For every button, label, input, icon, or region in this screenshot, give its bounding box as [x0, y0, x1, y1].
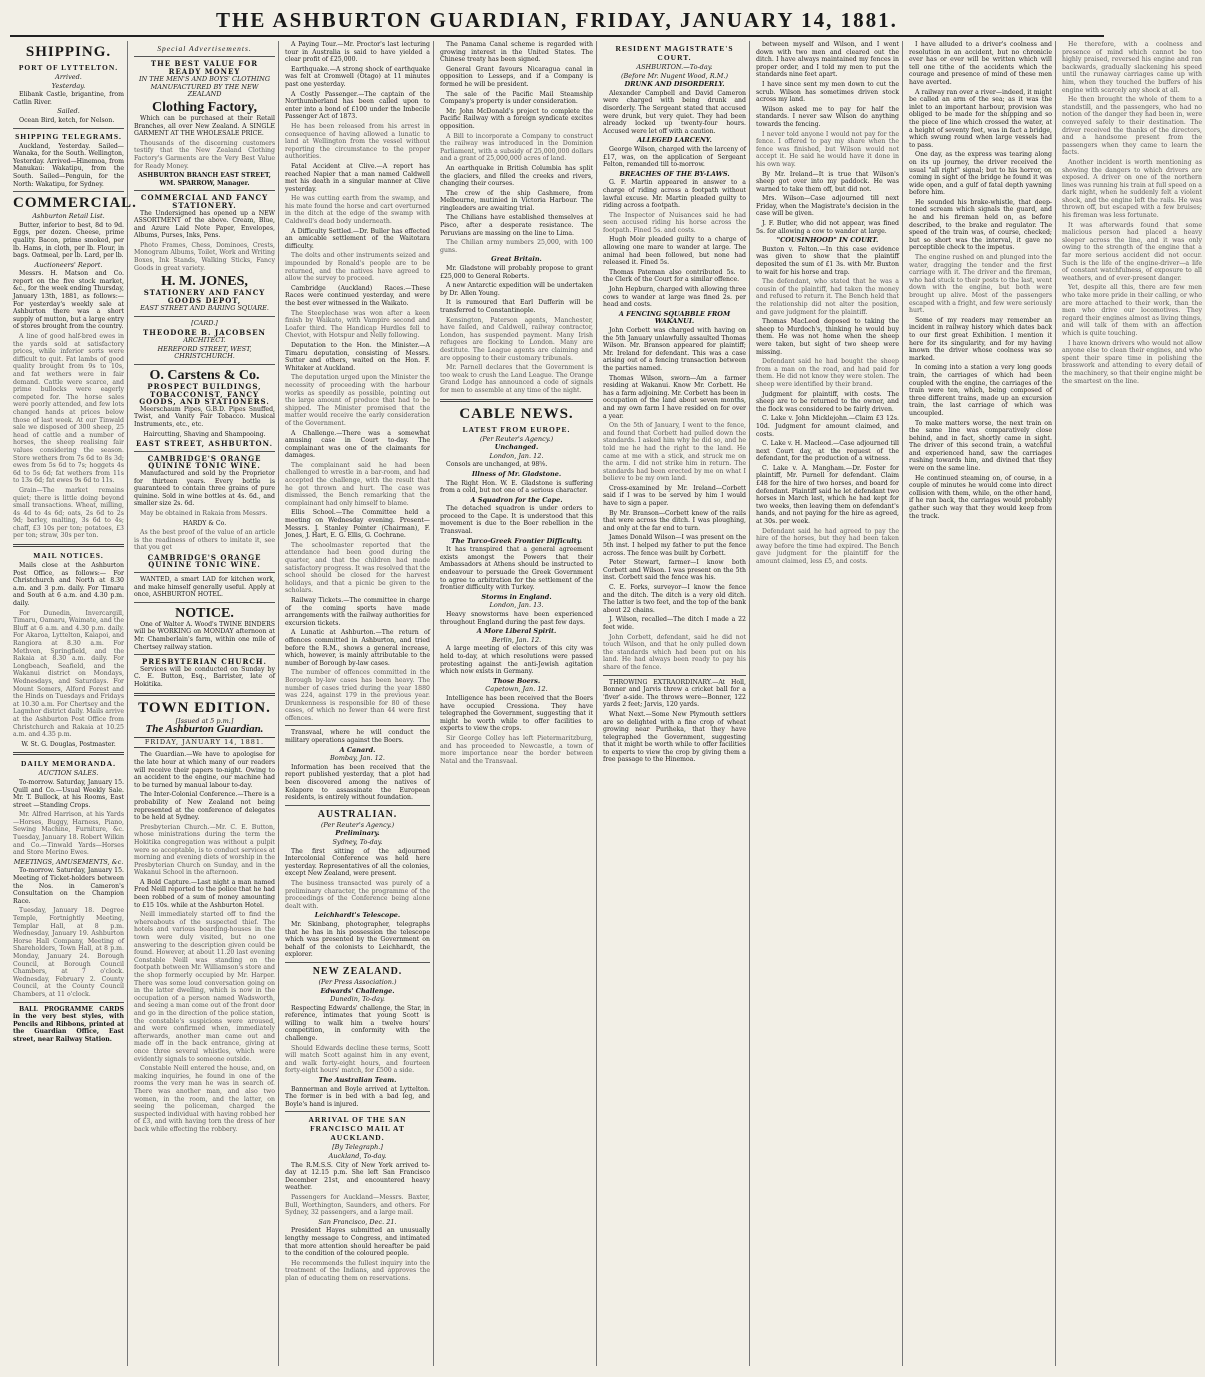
fatal-accident: Fatal Accident at Clive.—A report has reached Napier that a man named Caldwell met his death in a singular manner at Clive yesterday. — [285, 162, 430, 193]
court-magistrate: (Before Mr. Nugent Wood, R.M.) — [620, 71, 728, 80]
column-3: A Paying Tour.—Mr. Proctor's last lecturing tour in Australia is said to have yielded a clear profit of £25,000. Earthquake.—A strong shock of earthquake was felt at Cromwell (Otago) at 11 minutes past one yesterday. A Costly Passenger.—The captain of the Northumberland has been called upon to enter into a bond of £100 under the Imbecile Passenger Act of 1873. He has been released from his arrest in consequence of having allowed a lunatic to land at Wellington from the vessel without reporting the circumstance to the proper authorities. Fatal Accident at Clive.—A report has reached Napier that a man named Caldwell met his death in a singular manner at Clive yesterday. He was cutting earth from the swamp, and his mate found the horse and cart overturned in the ditch at the edge of the swamp with Caldwell's dead body underneath. A Difficulty Settled.—Dr. Buller has effected an amicable settlement of the Waitotara difficulty. The dolts and other instruments seized and impounded by Ronald's people are to be returned, and the natives have agreed to allow the survey to proceed. Cambridge (Auckland) Races.—These Races were continued yesterday, and were the best ever witnessed in the Waikato. The Steeplechase was won after a keen finish by Waikato, with Vampire second and Loafer third. The Handicap Hurdles fell to Cheviot, with Hotspur and Nelly following. Deputation to the Hon. the Minister.—A Timaru deputation, consisting of Messrs. Sutter and others, waited on the Hon. F. Whitaker at Auckland. The deputation urged upon the Minister the necessity of proceeding with the harbour works as speedily as possible, pointing out the large amount of produce that had to be shipped. The Minister promised that the matter would receive the early consideration of the Government. A Challenge.—There was a somewhat amusing case in Court to-day. The complainant was one of the claimants for damages. The complainant said he had been challenged to wrestle in a bar-room, and had accepted the challenge, with the result that he got thrown and hurt. The case was dismissed, the Bench remarking that the complainant had only himself to blame. Ellis School.—The Committee held a meeting on Wednesday evening. Present—Messrs. J. Stanley Pointer (Chairman), F. Jones, J. Hart, E. G. Ellis, G. Cochrane. The schoolmaster reported that the attendance had been good during the quarter, and that the children had made satisfactory progress. It was resolved that the school should be closed for the harvest holidays, and that a picnic be given to the scholars. Railway Tickets.—The committee in charge of the coming sports have made arrangements with the railway authorities for excursion tickets. A Lunatic at Ashburton.—The return of offences committed in Ashburton, and tried before the R.M., shows a general increase, which, however, is mainly attributable to the number of Borough by-law cases. The number of offences committed in the Borough by-law cases has been heavy. The number of cases tried during the year 1880 was 224, against 179 in the previous year. Drunkenness is responsible for 80 of these cases, of which no fewer than 44 were first offences. Transvaal, where he will conduct the military operations against the Boers. A Canard. Bombay, Jan. 12. Information has been received that the report published yesterday, that a plot had been discovered among the natives of Kolapore to assassinate the European residents, is entirely without foundation. AUSTRALIAN. (Per Reuter's Agency.) Preliminary. Sydney, To-day. The first sitting of the adjourned Intercolonial Conference was held here yesterday. Representatives of all the colonies, except New Zealand, were present. The business transacted was purely of a preliminary character, the programme of the proceedings of the Conference being alone dealt with. Leichhardt's Telescope. Mr. Skinbang, photographer, telegraphs that he has in his possession the telescope which was presented by the Government on behalf of the colonists to Leichhardt, the explorer. NEW ZEALAND. (Per Press Association.) Edwards' Challenge. Dunedin, To-day. Respecting Edwards' challenge, the Star, in reference, intimates that young Scott is willing to walk him a twelve hours' competition, in conformity with the challenge. Should Edwards decline these terms, Scott will match Scott against him in any event, and walk forty-eight hours, and fourteen forty-eight hours' match, for £500 a side. The Australian Team. Bannerman and Boyle arrived at Lyttelton. The former is in bed with a bad leg, and Boyle's hand is injured. ARRIVAL OF THE SAN FRANCISCO MAIL AT AUCKLAND. [By Telegraph.] Auckland, To-day. The R.M.S.S. City of New York arrived to-day at 12.15 p.m. She left San Francisco December 21st, and encountered heavy weather. Passengers for Auckland—Messrs. Baxter, Bull, Worthington, Saunders, and others. For Sydney, 32 passengers, and a large mail. San Francisco, Dec. 21. President Hayes submitted an unusually lengthy message to Congress, and intimated that more attention should hereafter be paid to the condition of the coloured people. He recommends the fullest inquiry into the treatment of the Indians, and approves the plan of educating them on reservations. — [282, 41, 434, 1366]
divider — [285, 962, 430, 963]
pacific-railway-note: Mr. John McDonald's project to complete the Pacific Railway with a foreign syndicate excites opposition. — [440, 107, 593, 130]
divider — [285, 805, 430, 806]
stewart-evidence: Peter Stewart, farmer—I know both Corbett and Wilson. I was present on the 5th inst. Corbett said the fence was his. — [603, 559, 746, 582]
corbett-evidence-2: I have since sent my men down to cut the scrub. Wilson has sometimes driven stock across my land. — [756, 80, 899, 104]
lake-macleod: C. Lake v. H. Macleod.—Case adjourned till next Court day, at the request of the defendant, for the production of a witness. — [756, 440, 899, 463]
sailed-heading: Sailed. — [57, 107, 80, 116]
presbyterian-text: Services will be conducted on Sunday by C. E. Button, Esq., Barrister, late of Hokitika. — [134, 665, 275, 688]
notice-text: One of Walter A. Wood's TWINE BINDERS will be WORKING on MONDAY afternoon at Mr. Chamberlain's farm, within one mile of Chertsey railway station. — [134, 620, 275, 651]
ireland-examination: By Mr. Ireland—It is true that Wilson's sheep got over into my paddock. He was warned to take them off, but did not. — [756, 170, 899, 193]
great-britain-text: Mr. Gladstone will probably propose to grant £25,000 to General Roberts. — [440, 265, 593, 280]
mail-text: Mails close at the Ashburton Post Office, as follows:— For Christchurch and North at 8.30 a.m. and 3 p.m. daily. For Timaru and South at 6 a.m. and 4.30 p.m. daily. — [13, 562, 124, 608]
telegrams-text: Auckland, Yesterday. Sailed—Wanaka, for the South. Wellington, Yesterday. Arrived—Hinemoa, from Manukau: Wakatipu, from the South. Sailed—Penguin, for the North: Wakatipu, for Sydney. — [13, 142, 124, 188]
sailed-text: Ocean Bird, ketch, for Nelson. — [19, 116, 115, 124]
carstens-sub: PROSPECT BUILDINGS, TOBACCONIST, FANCY GOODS, AND STATIONERS. — [139, 382, 270, 407]
carstens-text: Meerschaum Pipes, G.B.D. Pipes Snuffed, Twist, and Vanity Fair Tobacco. Musical Instruments, etc., etc. — [134, 405, 275, 428]
jacobsen-address: HEREFORD STREET, WEST, CHRISTCHURCH. — [157, 344, 252, 361]
issue-date: FRIDAY, JANUARY 14, 1881. — [134, 737, 275, 749]
guardian-title: The Ashburton Guardian. — [145, 723, 264, 736]
divider — [13, 191, 124, 192]
gladstone-text: The Right Hon. W. E. Gladstone is suffering from a cold, but not one of a serious character. — [440, 479, 593, 495]
pacific-mail-note: The sale of the Pacific Mail Steamship Company's property is under consideration. — [440, 90, 593, 106]
what-next-note: What Next.—Some New Plymouth settlers are so delighted with a fine crop of wheat growing near Puriheka, that they have telegraphed the Government, suggesting that it might be worth while to offer facilities to experts to view the crop by giving them a free passage to the Hinemoa. — [603, 710, 746, 764]
court-dateline: ASHBURTON.—To-day. — [636, 63, 713, 71]
column-4: The Panama Canal scheme is regarded with growing interest in the United States. The Chinese treaty has been signed. General Grant favours Nicaragua canal in opposition to Lesseps, and if a Company is formed he will be president. The sale of the Pacific Mail Steamship Company's property is under consideration. Mr. John McDonald's project to complete the Pacific Railway with a foreign syndicate excites opposition. A Bill to incorporate a Company to construct the railway was introduced in the Dominion Parliament, with a subsidy of 25,000,000 dollars and a grant of 25,000,000 acres of land. An earthquake in British Columbia has split the glaciers, and filled the creeks and rivers, changing their courses. The crew of the ship Cashmere, from Melbourne, mutinied in Victoria Harbour. The ringleaders are awaiting trial. The Chilians have established themselves at Pisco, after a desperate resistance. The Peruvians are massing on the line to Lima. The Chilian army numbers 25,000, with 100 guns. Great Britain. Mr. Gladstone will probably propose to grant £25,000 to General Roberts. A new Antarctic expedition will be undertaken by Dr. Allen Young. It is rumoured that Earl Dufferin will be transferred to Constantinople. Kensington, Paterson agents, Manchester, have failed, and Caldwell, railway contractor, London, has suspended payment. Many Irish refugees are flocking to London. Many are destitute. The League agents are claiming and are opposing to their customary tribunals. Mr. Parnell declares that the Government is too weak to crush the Land League. The Orange Grand Lodge has announced a code of signals for men to assemble at any time of the night. CABLE NEWS. LATEST FROM EUROPE. (Per Reuter's Agency.) Unchanged. London, Jan. 12. Consols are unchanged, at 98⅝. Illness of Mr. Gladstone. The Right Hon. W. E. Gladstone is suffering from a cold, but not one of a serious character. A Squadron for the Cape. The detached squadron is under orders to proceed to the Cape. It is understood that this movement is due to the Boer rebellion in the Transvaal. The Turco-Greek Frontier Difficulty. It has transpired that a general agreement exists amongst the Powers that their Ambassadors at Athens should be instructed to endeavour to persuade the Greek Government to agree to arbitration for the settlement of the frontier difficulty with Turkey. Storms in England. London, Jan. 13. Heavy snowstorms have been experienced throughout England during the past few days. A More Liberal Spirit. Berlin, Jan. 12. A large meeting of electors of this city was held to-day, at which resolutions were passed protesting against the anti-Jewish agitation which now exists in Germany. Those Boers. Capetown, Jan. 12. Intelligence has been received that the Boers have occupied Cressiona. They have telegraphed the Government, suggesting that it might be worth while to offer facilities to experts to view the crops. Sir George Colley has left Pietermaritzburg, and has proceeded to Newcastle, a town of more importance near the border between Natal and the Transvaal. — [437, 41, 597, 1366]
jacobsen-name: THEODORE B. JACOBSEN — [143, 327, 266, 337]
memoranda-heading: DAILY MEMORANDA. — [20, 759, 117, 769]
hardy-name: HARDY & Co. — [182, 519, 227, 527]
boers-text: Intelligence has been received that the Boers have occupied Cressiona. They have telegraphed the Government, suggesting that it might be worth while to offer facilities to experts to view the crops. — [440, 694, 593, 733]
arrival-heading: ARRIVAL OF THE SAN FRANCISCO MAIL AT AUCKLAND. — [308, 1115, 407, 1143]
shipping-heading: SHIPPING. — [25, 44, 112, 60]
architect-label: ARCHITECT. — [183, 336, 226, 345]
cousinhood-text: Buxton v. Felton.—In this case evidence was given to show that the plaintiff deposited the sum of £1 3s. with Mr. Buxton to wait for his horse and trap. — [756, 245, 899, 276]
forks-evidence: C. E. Forks, surveyor—I know the fence and the ditch. The ditch is a very old ditch. The latter is two feet, and the top of the bank about 22 chains. — [603, 584, 746, 614]
moir-case: Hugh Moir pleaded guilty to a charge of allowing one mare to wander at large. The animal had been followed, but none had released it. Fined 5s. — [603, 236, 746, 267]
quinine-heading: CAMBRIDGE'S ORANGE QUININE TONIC WINE. — [147, 453, 262, 471]
notice-heading: NOTICE. — [175, 605, 234, 621]
ellis-school: Ellis School.—The Committee held a meeting on Wednesday evening. Present—Messrs. J. Stanley Pointer (Chairman), F. Jones, J. Hart, E. G. Ellis, G. Cochrane. — [285, 509, 430, 540]
fencing-text: John Corbett was charged with having on the 5th January unlawfully assaulted Thomas Wilson. Mr. Branson appeared for plaintiff; Mr. Ireland for defendant. This was a case arising out of a fencing transaction between the parties named. — [603, 327, 746, 372]
best-value-ad: THE BEST VALUE FOR READY MONEY — [150, 59, 259, 76]
quinine-heading-2: CAMBRIDGE'S ORANGE QUININE TONIC WINE. — [147, 552, 262, 570]
press-association: (Per Press Association.) — [318, 977, 397, 986]
clothing-sub: IN THE MEN'S AND BOYS' CLOTHING MANUFACTURED BY THE NEW ZEALAND — [138, 75, 271, 99]
retail-heading: Ashburton Retail List. — [32, 212, 105, 221]
newspaper-page — [10, 5, 1202, 1367]
sf-text: President Hayes submitted an unusually lengthy message to Congress, and intimated that more attention should hereafter be paid to the condition of the coloured people. — [285, 1227, 430, 1258]
drunk-heading: DRUNK AND DISORDERLY. — [624, 80, 725, 89]
reuter-agency: (Per Reuter's Agency.) — [479, 434, 554, 443]
chilians-note: The Chilians have established themselves at Pisco, after a desperate resistance. The Peruvians are massing on the line to Lima. — [440, 214, 593, 237]
wilson-remark: Wilson asked me to pay for half the standards. I never saw Wilson do anything towards the fencing. — [756, 105, 899, 128]
arrived-dateline: Yesterday. — [51, 81, 86, 90]
grant-note: General Grant favours Nicaragua canal in opposition to Lesseps, and if a Company is formed he will be president. — [440, 65, 593, 88]
dufferin-note: It is rumoured that Earl Dufferin will be transferred to Constantinople. — [440, 299, 593, 314]
dunedin-dateline: Dunedin, To-day. — [330, 995, 385, 1004]
ashburton-branch: ASHBURTON BRANCH EAST STREET, WM. SPARROW, Manager. — [138, 172, 271, 187]
wilson-evidence: Thomas Wilson, sworn—Am a farmer residing at Wakanui. Know Mr. Corbett. He has a farm adjoining. Mr. Corbett has been in occupation of the land about seven months, and my own farm I have resided on for over a year. — [603, 374, 746, 420]
divider — [603, 675, 746, 676]
divider — [440, 399, 593, 402]
hepburn-case: John Hepburn, charged with allowing three cows to wander at large was fined 2s. per head and costs. — [603, 286, 746, 309]
sf-dateline: San Francisco, Dec. 21. — [318, 1217, 397, 1226]
second-train: To make matters worse, the next train on the same line was comparatively close behind, and in fact, shortly came in sight. The driver of this second train, a watchful and experienced hand, saw the carriages rushing towards him, and divined that they were on the same line. — [909, 419, 1052, 473]
latest-europe-heading: LATEST FROM EUROPE. — [462, 424, 571, 434]
auckland-dateline: Auckland, To-day. — [328, 1152, 387, 1160]
ball-cards-ad: BALL PROGRAMME CARDS in the very best styles, with Pencils and Ribbons, printed at the Guardian Office, East street, near Railway Station. — [13, 1005, 124, 1043]
consols-text: Consols are unchanged, at 98⅝. — [446, 461, 548, 469]
london-dateline-1: London, Jan. 12. — [489, 451, 544, 460]
panama-note: The Panama Canal scheme is regarded with growing interest in the United States. The Chinese treaty has been signed. — [440, 41, 593, 64]
wilson-recalled: J. Wilson, recalled—The ditch I made a 22 feet wide. — [603, 616, 746, 631]
larceny-text: George Wilson, charged with the larceny of £17, was, on the application of Sergeant Felton, remanded till to-morrow. — [603, 145, 746, 169]
divider — [13, 1002, 124, 1003]
meetings-text: To-morrow. Saturday, January 15. Meeting of Ticket-holders between the Nos. in Cameron's Consultation on the Champion Race. — [13, 867, 124, 905]
divider — [134, 693, 275, 696]
column-7: I have alluded to a driver's coolness and resolution in an accident, but no chronicle ever has or ever will be written which will tell one tithe of the accidents which the courage and presence of mind of these men have averted. A railway ran over a river—indeed, it might be called an arm of the sea; as it was the inlet to an important harbour, provision was obliged to be made for the shipping and so the piece of line which crossed the water, at a height of seventy feet, was in fact a bridge, which swung round when large vessels had to pass. One day, as the express was tearing along on its up journey, the driver received the usual "all right" signal; but to his horror, on coming in sight of the bridge he found it was wide open, and a gulf of fatal depth yawning before him. He sounded his brake-whistle, that deep-toned scream which signals the guard, and he and his fireman held on, as before described, to the brake and regulator. The speed of the train was, of course, checked; but so short was the interval, it gave no perceptible check to the impetus. The engine rushed on and plunged into the water, dragging the tender and the first carriage with it. The driver and the fireman, who had stuck to their posts to the last, went down with the engine, but both were brought up alive. Most of the passengers escaped with a fright, and few were seriously hurt. Some of my readers may remember an incident in railway history which dates back to our first great Exhibition. I mention it here for its singularity, and for my having known the driver whose coolness was so marked. In coming into a station a very long goods train, the carriages of which had been coupled with the engine, the carriages of the train were ten, which, being composed of three different trains, made up an excursion train, the last carriage of which was uncoupled. To make matters worse, the next train on the same line was comparatively close behind, and in fact, shortly came in sight. The driver of this second train, a watchful and experienced hand, saw the carriages rushing towards him, and divined that they were on the same line. He continued steaming on, of course, in a couple of minutes he would come into direct collision with them, while, on the other hand, if he ran back, the carriages would probably gather such way that they would keep from the track. — [906, 41, 1056, 1366]
cable-news-heading: CABLE NEWS. — [459, 405, 574, 422]
canard-dateline: Bombay, Jan. 12. — [330, 754, 385, 763]
divider — [134, 316, 275, 317]
wanted-ad: WANTED, a smart LAD for kitchen work, and make himself generally useful. Apply at once, ASHBURTON HOTEL. — [134, 576, 275, 599]
jones-sub: STATIONERY AND FANCY GOODS DEPOT, — [143, 288, 266, 305]
driver-horror: One day, as the express was tearing along on its up journey, the driver received the usual "all right" signal; but to his horror, on coming in sight of the bridge he found it was wide open, and a gulf of fatal depth yawning before him. — [909, 151, 1052, 197]
lunatic-note: A Lunatic at Ashburton.—The return of offences committed in Ashburton, and tried before the R.M., shows a general increase, which, however, is mainly attributable to the number of Borough by-law cases. — [285, 629, 430, 667]
divider — [13, 752, 124, 755]
corbett-evidence: between myself and Wilson, and I went down with two men and cleared out the ditch. I have always maintained my fences in proper order, and I told my men to put the standards nine feet apart. — [756, 41, 899, 79]
unchanged-heading: Unchanged. — [494, 443, 539, 452]
east-street-label: EAST STREET, ASHBURTON. — [135, 439, 274, 449]
bc-earthquake-note: An earthquake in British Columbia has split the glaciers, and filled the creeks and rivers, changing their courses. — [440, 164, 593, 188]
cousinhood-heading: "COUSINHOOD" IN COURT. — [776, 236, 879, 245]
berlin-dateline: Berlin, Jan. 12. — [491, 635, 542, 644]
divider — [134, 451, 275, 452]
bylaws-text: G. F. Martin appeared in answer to a charge of riding across a footpath without lawful excuse. Mr. Martin pleaded guilty to riding across a footpath. — [603, 179, 746, 210]
drunk-text: Alexander Campbell and David Cameron were charged with being drunk and disorderly. The Sergeant stated that accused were drunk, but very quiet. They had been already locked up twenty-four hours. Accused were let off with a caution. — [603, 89, 746, 135]
liberal-text: A large meeting of electors of this city was held to-day, at which resolutions were passed protesting against the anti-Jewish agitation which now exists in Germany. — [440, 645, 593, 676]
special-ads-heading: Special Advertisements. — [157, 44, 252, 53]
challenge-note: A Challenge.—There was a somewhat amusing case in Court to-day. The complainant was one of the claimants for damages. — [285, 429, 430, 460]
column-8: He therefore, with a coolness and presence of mind which cannot be too highly praised, reversed his engine and ran backwards, gradually slackening his speed until the runaway carriages came up with him, when they touched the buffers of his engine with scarcely any shock at all. He then brought the whole of them to a standstill, and the passengers, who had no notion of the danger they had been in, were conveyed safely to their destination. The driver received the thanks of the directors, and a handsome present from the passengers when they came to learn the facts. Another incident is worth mentioning as showing the dangers to which drivers are exposed. A driver on one of the northern lines was running his train at full speed on a dark night, when he suddenly felt a violent shock, and the engine left the rails. He was thrown off, but escaped with a few bruises; his fireman was less fortunate. It was afterwards found that some malicious person had placed a heavy sleeper across the line, and it was only owing to the strength of the engine that a far more serious accident did not occur. Such is the life of the engine-driver—a life of constant watchfulness, of exposure to all weathers, and of ever-present danger. Yet, despite all this, there are few men who take more pride in their calling, or who are more attached to their work, than the men who drive our locomotives. They regard their engines almost as living things, and will talk of them with an affection which is quite touching. I have known drivers who would not allow anyone else to clean their engines, and who spent their spare time in polishing the brasswork and attending to every detail of the machinery, so that their engine might be the smartest on the line. — [1062, 41, 1202, 385]
mail-arrival-text: The R.M.S.S. City of New York arrived to-day at 12.15 p.m. She left San Francisco December 21st, and encountered heavy weather. — [285, 1161, 430, 1192]
divider — [13, 544, 124, 547]
storms-heading: Storms in England. — [481, 592, 552, 601]
butler-case: J. F. Butler, who did not appear, was fined 5s. for allowing a cow to wander at large. — [756, 220, 899, 235]
quinine-text: Manufactured and sold by the Proprietor for thirteen years. Every bottle is guaranteed to contain three grains of pure quinine. Sold in wine bottles at 4s. 6d., and smaller size 2s. 6d. — [134, 469, 275, 508]
larceny-heading: ALLEGED LARCENY. — [637, 136, 712, 145]
auction-sales-heading: AUCTION SALES. — [38, 769, 99, 778]
capetown-dateline: Capetown, Jan. 12. — [485, 685, 548, 694]
arctic-note: A new Antarctic expedition will be undertaken by Dr. Allen Young. — [440, 282, 593, 297]
lake-micklejohn: C. Lake v. John Micklejohn.—Claim £3 12s. 10d. Judgment for amount claimed, and costs. — [756, 415, 899, 438]
stationery-text: The Undersigned has opened up a NEW ASSORTMENT of the above. Cream, Blue, and Azure Laid Note Paper, Envelopes, Albums, Purses, Inks, Pens. — [134, 209, 275, 240]
turco-greek-text: It has transpired that a general agreement exists amongst the Powers that their Ambassadors at Athens should be instructed to endeavour to persuade the Greek Government to agree to arbitration for the settlement of the frontier difficulty with Turkey. — [440, 546, 593, 592]
rm-court-heading: RESIDENT MAGISTRATE'S COURT. — [615, 44, 734, 62]
australian-team-text: Bannerman and Boyle arrived at Lyttelton. The former is in bed with a bad leg, and Boyle's hand is injured. — [285, 1085, 430, 1108]
gladstone-heading: Illness of Mr. Gladstone. — [471, 469, 562, 478]
arrived-text: Elibank Castle, brigantine, from Catlin River. — [13, 91, 124, 106]
divider — [134, 602, 275, 603]
railway-tickets: Railway Tickets.—The committee in charge of the coming sports have made arrangements with the railway authorities for excursion tickets. — [285, 596, 430, 627]
canard-heading: A Canard. — [339, 745, 376, 754]
sydney-dateline: Sydney, To-day. — [332, 838, 383, 846]
exhibition-incident: Some of my readers may remember an incident in railway history which dates back to our first great Exhibition. I mention it here for its singularity, and for my having known the driver whose coolness was so marked. — [909, 316, 1052, 362]
branson-examination: By Mr. Branson—Corbett knew of the rails that were across the ditch. I was ploughing, and only at the far end to turn. — [603, 509, 746, 532]
london-dateline-2: London, Jan. 13. — [489, 601, 544, 610]
arrived-heading: Arrived. — [55, 73, 82, 81]
great-britain-heading: Great Britain. — [491, 255, 542, 264]
throwing-note: THROWING EXTRAORDINARY.—At Holl, Bonner and Jarvis threw a cricket ball for a 'fiver' a-side. The throws were—Bonner, 122 yards 2 feet; Jarvis, 120 yards. — [603, 678, 746, 709]
liberal-heading: A More Liberal Spirit. — [476, 627, 557, 636]
jones-name: H. M. JONES, — [161, 274, 248, 290]
wilson-case-adjourned: Mrs. Wilson—Case adjourned till next Friday, when the Magistrate's decision in the case will be given. — [756, 195, 899, 218]
brake-whistle: He sounded his brake-whistle, that deep-toned scream which signals the guard, and he and his fireman held on, as before described, to the brake and regulator. The speed of the train was, of course, checked; but so short was the interval, it gave no perceptible check to the impetus. — [909, 198, 1052, 252]
divider — [134, 56, 275, 57]
auctioneers-heading: Auctioneers' Report. — [34, 260, 103, 269]
town-edition-heading: TOWN EDITION. — [138, 699, 271, 716]
divider — [13, 128, 124, 129]
macleod-evidence: Thomas MacLeod deposed to taking the sheep to Murdoch's, thinking he would buy them. He was not home when the sheep were taken, but sight of two sheep were missing. — [756, 318, 899, 356]
divider — [285, 1111, 430, 1112]
conference-note: The Inter-Colonial Conference.—There is a probability of New Zealand not being represented at the conference of delegates to be held at Sydney. — [134, 791, 275, 822]
commercial-stationery-heading: COMMERCIAL AND FANCY STATIONERY. — [140, 193, 269, 210]
driver-coolness: I have alluded to a driver's coolness and resolution in an accident, but no chronicle ever has or ever will be written which will tell one tithe of the accidents which the courage and presence of mind of these men have averted. — [909, 41, 1052, 86]
deputation-note: Deputation to the Hon. the Minister.—A Timaru deputation, consisting of Messrs. Sutter and others, waited on the Hon. F. Whitaker at Auckland. — [285, 341, 430, 372]
jones-address: EAST STREET AND BARING SQUARE. — [140, 304, 269, 313]
earthquake-note: Earthquake.—A strong shock of earthquake was felt at Cromwell (Otago) at 11 minutes past one yesterday. — [285, 65, 430, 88]
card-label: [CARD.] — [191, 319, 218, 328]
edwards-text: Respecting Edwards' challenge, the Star, in reference, intimates that young Scott is willing to walk him a twelve hours' competition, in conformity with the challenge. — [285, 1004, 430, 1043]
masthead-title: THE ASHBURTON GUARDIAN, FRIDAY, JANUARY 14, 1881. — [216, 7, 898, 32]
australian-team-heading: The Australian Team. — [318, 1076, 397, 1085]
edwards-heading: Edwards' Challenge. — [320, 986, 395, 995]
presbyterian-heading: PRESBYTERIAN CHURCH. — [142, 657, 267, 667]
clothing-factory-title: Clothing Factory, — [152, 99, 257, 115]
donald-evidence: James Donald Wilson—I was present on the 5th inst. I helped my father to put the fence across. The fence was built by Corbett. — [603, 534, 746, 557]
issued-note: [Issued at 5 p.m.] — [175, 716, 234, 725]
transvaal-note: Transvaal, where he will conduct the military operations against the Boers. — [285, 729, 430, 745]
divider — [134, 364, 275, 365]
hairdressing: Haircutting, Shaving and Shampooing. — [143, 430, 266, 438]
column-1: SHIPPING. PORT OF LYTTELTON. Arrived. Yesterday. Elibank Castle, brigantine, from Catlin River. Sailed. Ocean Bird, ketch, for Nelson. SHIPPING TELEGRAMS. Auckland, Yesterday. Sailed—Wanaka, for the South. Wellington, Yesterday. Arrived—Hinemoa, from Manukau: Wakatipu, from the South. Sailed—Penguin, for the North: Wakatipu, for Sydney. COMMERCIAL. Ashburton Retail List. Butter, inferior to best, 8d to 9d. Eggs, per dozen. Cheese, prime quality. Bacon, prime smoked, per lb. Hams, in cloth, per lb. Flour, in bags. Oatmeal, per lb. Lard, per lb. Auctioneers' Report. Messrs. H. Matson and Co. report on the five stock market, &c., for the week ending Thursday, January 13th, 1881, as follows:— For yesterday's weekly sale at Ashburton there was a short supply of mutton, but a large entry of stores brought from the country. A line of good half-bred ewes in the yards sold at satisfactory prices, while inferior sorts were difficult to quit. Fat lambs of good quality brought from 9s to 10s, and fat wethers were in fair demand. Cattle were scarce, and prime bullocks were eagerly competed for. The horse sales were poorly attended, and few lots changed hands at prices below those of last week. At our Tinwald sale we disposed of 300 sheep, 25 head of cattle and a number of horses, the sheep realising fair values considering the season. Store wethers from 7s 6d to 8s 3d; ewes from 5s 6d to 7s; hoggets 4s 6d to 5s 6d; fat wethers from 11s to 13s 6d; fat ewes 9s 6d to 11s. Grain—The market remains quiet; there is little doing beyond small transactions. Wheat, milling, 4s 4d to 4s 6d; oats, 2s 6d to 2s 9d; barley, malting, 3s 6d to 4s; chaff, £3 10s per ton; potatoes, £3 per ton; straw, 30s per ton. MAIL NOTICES. Mails close at the Ashburton Post Office, as follows:— For Christchurch and North at 8.30 a.m. and 3 p.m. daily. For Timaru and South at 6 a.m. and 4.30 p.m. daily. For Dunedin, Invercargill, Timaru, Oamaru, Waimate, and the Bluff at 6 a.m. and 4.30 p.m. daily. For Akaroa, Lyttelton, Kaiapoi, and Rangiora at 8.30 a.m. For Methven, Springfield, and the Rakaia at 8.30 a.m. daily. For Longbeach, Seafield, and the Wakanui district on Mondays, Wednesdays, and Saturdays. For Mount Somers, Alford Forest and the Hinds on Tuesdays and Fridays at 10.30 a.m. For Chertsey and the Lagmhor district daily. Mails arrive at the Ashburton Post Office from Christchurch and Rakaia at 10.25 a.m. and 4.35 p.m. W. St. G. Douglas, Postmaster. DAILY MEMORANDA. AUCTION SALES. To-morrow. Saturday, January 15. Quill and Co.—Usual Weekly Sale. Mr. T. Bullock, at his Rooms, East street —Standing Crops. Mr. Alfred Harrison, at his Yards—Horses, Buggy, Harness, Piano, Sewing Machine, Furniture, &c. Tuesday, January 18. Robert Wilkin and Co.—Tinwald Yards—Horses and Store Merino Ewes. MEETINGS, AMUSEMENTS, &c. To-morrow. Saturday, January 15. Meeting of Ticket-holders between the Nos. in Cameron's Consultation on the Champion Race. Tuesday, January 18. Degree Temple, Fortnightly Meeting, Templar Hall, at 8 p.m. Wednesday, January 19. Ashburton Horse Hall Company, Meeting of Shareholders, Town Hall, at 8 p.m. Monday, January 24. Borough Council, at Borough Council Chambers, at 7 o'clock. Wednesday, February 2. County Council, at the County Council Chambers, at 11 o'clock. BALL PROGRAMME CARDS in the very best styles, with Pencils and Ribbons, printed at the Guardian Office, East street, near Railway Station. — [10, 41, 128, 1366]
railway-bridge: A railway ran over a river—indeed, it might be called an arm of the sea; as it was the inlet to an important harbour, provision was obliged to be made for the shipping and so the piece of line which crossed the water, at a height of seventy feet, was in fact a bridge, which swung round when large vessels had to pass. — [909, 88, 1052, 149]
fencing-heading: A FENCING SQUABBLE FROM WAKANUI. — [618, 309, 731, 326]
auction-sales-text: To-morrow. Saturday, January 15. Quill and Co.—Usual Weekly Sale. Mr. T. Bullock, at his Rooms, East street —Standing Crops. — [13, 778, 124, 809]
new-zealand-heading: NEW ZEALAND. — [312, 965, 403, 977]
masthead — [10, 5, 1104, 37]
storms-text: Heavy snowstorms have been experienced throughout England during the past few days. — [440, 611, 593, 626]
judgment-note: Judgment for plaintiff, with costs. The sheep are to be returned to the owner, and the flock was considered to be fairly driven. — [756, 390, 899, 413]
steaming-on: He continued steaming on, of course, in a couple of minutes he would come into direct collision with them, while, on the other hand, if he ran back, the carriages would probably gather such way that they would keep from the track. — [909, 474, 1052, 520]
turco-greek-heading: The Turco-Greek Frontier Difficulty. — [450, 536, 583, 545]
column-5: RESIDENT MAGISTRATE'S COURT. ASHBURTON.—To-day. (Before Mr. Nugent Wood, R.M.) DRUNK AND DISORDERLY. Alexander Campbell and David Cameron were charged with being drunk and disorderly. The Sergeant stated that accused were drunk, but very quiet. They had been already locked up twenty-four hours. Accused were let off with a caution. ALLEGED LARCENY. George Wilson, charged with the larceny of £17, was, on the application of Sergeant Felton, remanded till to-morrow. BREACHES OF THE BY-LAWS. G. F. Martin appeared in answer to a charge of riding across a footpath without lawful excuse. Mr. Martin pleaded guilty to riding across a footpath. The Inspector of Nuisances said he had seen accused riding his horse across the footpath. Fined 5s. and costs. Hugh Moir pleaded guilty to a charge of allowing one mare to wander at large. The animal had been followed, but none had released it. Fined 5s. Thomas Pateman also contributed 5s. to the Clerk of the Court for a similar offence. John Hepburn, charged with allowing three cows to wander at large was fined 2s. per head and costs. A FENCING SQUABBLE FROM WAKANUI. John Corbett was charged with having on the 5th January unlawfully assaulted Thomas Wilson. Mr. Branson appeared for plaintiff; Mr. Ireland for defendant. This was a case arising out of a fencing transaction between the parties named. Thomas Wilson, sworn—Am a farmer residing at Wakanui. Know Mr. Corbett. He has a farm adjoining. Mr. Corbett has been in occupation of the land about seven months, and my own farm I have resided on for over a year. On the 5th of January, I went to the fence, and found that Corbett had pulled down the standards. I asked him why he did so, and he told me he had the right to the land. He came at me with a stick, and struck me on the arm. I did not strike him in return. The standards had been erected by me on what I believe to be my own land. Cross-examined by Mr. Ireland—Corbett said if I was to be served by him I would have to sign a paper. By Mr. Branson—Corbett knew of the rails that were across the ditch. I was ploughing, and only at the far end to turn. James Donald Wilson—I was present on the 5th inst. I helped my father to put the fence across. The fence was built by Corbett. Peter Stewart, farmer—I know both Corbett and Wilson. I was present on the 5th inst. Corbett said the fence was his. C. E. Forks, surveyor—I know the fence and the ditch. The ditch is a very old ditch. The latter is two feet, and the top of the bank about 22 chains. J. Wilson, recalled—The ditch I made a 22 feet wide. John Corbett, defendant, said he did not touch Wilson, and that he only pulled down the standards which had been put on his land. He had always been ready to pay his share of the fence. THROWING EXTRAORDINARY.—At Holl, Bonner and Jarvis threw a cricket ball for a 'fiver' a-side. The throws were—Bonner, 122 yards 2 feet; Jarvis, 120 yards. What Next.—Some New Plymouth settlers are so delighted with a fine crop of wheat growing near Puriheka, that they have telegraphed the Government, suggesting that it might be worth while to offer facilities to experts to view the crop by giving them a free passage to the Hinemoa. — [600, 41, 750, 1366]
telegrams-heading: SHIPPING TELEGRAMS. — [15, 131, 122, 141]
divider — [134, 572, 275, 573]
column-6: between myself and Wilson, and I went down with two men and cleared out the ditch. I have always maintained my fences in proper order, and I told my men to put the standards nine feet apart. I have since sent my men down to cut the scrub. Wilson has sometimes driven stock across my land. Wilson asked me to pay for half the standards. I never saw Wilson do anything towards the fencing. I never told anyone I would not pay for the fence. I offered to pay my share when the fence was finished, but Wilson would not accept it. He said he would have it done in his own way. By Mr. Ireland—It is true that Wilson's sheep got over into my paddock. He was warned to take them off, but did not. Mrs. Wilson—Case adjourned till next Friday, when the Magistrate's decision in the case will be given. J. F. Butler, who did not appear, was fined 5s. for allowing a cow to wander at large. "COUSINHOOD" IN COURT. Buxton v. Felton.—In this case evidence was given to show that the plaintiff deposited the sum of £1 3s. with Mr. Buxton to wait for his horse and trap. The defendant, who stated that he was a cousin of the plaintiff, had taken the money and refused to return it. The Bench held that the relationship did not alter the position, and gave judgment for the plaintiff. Thomas MacLeod deposed to taking the sheep to Murdoch's, thinking he would buy them. He was not home when the sheep were taken, but sight of two sheep were missing. Defendant said he had bought the sheep from a man on the road, and had paid for them. He did not know they were stolen. The sheep were identified by their brand. Judgment for plaintiff, with costs. The sheep are to be returned to the owner, and the flock was considered to be fairly driven. C. Lake v. John Micklejohn.—Claim £3 12s. 10d. Judgment for amount claimed, and costs. C. Lake v. H. Macleod.—Case adjourned till next Court day, at the request of the defendant, for the production of a witness. C. Lake v. A. Mangham.—Dr. Foster for plaintiff, Mr. Purnell for defendant. Claim £48 for the hire of two horses, and board for defendant. Plaintiff said he let defendant two horses in March last, which he had kept for two weeks, then leaving them on defendant's hands, and not paying for the hire as agreed, at 30s. per week. Defendant said he had agreed to pay the hire of the horses, but they had been taken away before the time had expired. The Bench gave judgment for the plaintiff for the amount claimed, less £5, and costs. — [753, 41, 903, 1366]
difficulty-settled: A Difficulty Settled.—Dr. Buller has effected an amicable settlement of the Waitotara difficulty. — [285, 227, 430, 250]
mail-heading: MAIL NOTICES. — [33, 551, 104, 561]
column-2: Special Advertisements. THE BEST VALUE FOR READY MONEY IN THE MEN'S AND BOYS' CLOTHING MANUFACTURED BY THE NEW ZEALAND Clothing Factory, Which can be purchased at their Retail Branches, all over New Zealand. A SINGLE GARMENT AT THE WHOLESALE PRICE. Thousands of the discerning customers testify that the New Zealand Clothing Factory's Garments are the Very Best Value for Ready Money. ASHBURTON BRANCH EAST STREET, WM. SPARROW, Manager. COMMERCIAL AND FANCY STATIONERY. The Undersigned has opened up a NEW ASSORTMENT of the above. Cream, Blue, and Azure Laid Note Paper, Envelopes, Albums, Purses, Inks, Pens. Photo Frames, Chess, Dominoes, Crests, Monogram Albums, Toilet, Work and Writing Boxes, Ink Stands, Walking Sticks, Fancy Goods in great variety. H. M. JONES, STATIONERY AND FANCY GOODS DEPOT, EAST STREET AND BARING SQUARE. [CARD.] THEODORE B. JACOBSEN ARCHITECT. HEREFORD STREET, WEST, CHRISTCHURCH. O. Carstens & Co. PROSPECT BUILDINGS, TOBACCONIST, FANCY GOODS, AND STATIONERS. Meerschaum Pipes, G.B.D. Pipes Snuffed, Twist, and Vanity Fair Tobacco. Musical Instruments, etc., etc. Haircutting, Shaving and Shampooing. EAST STREET, ASHBURTON. CAMBRIDGE'S ORANGE QUININE TONIC WINE. Manufactured and sold by the Proprietor for thirteen years. Every bottle is guaranteed to contain three grains of pure quinine. Sold in wine bottles at 4s. 6d., and smaller size 2s. 6d. May be obtained in Rakaia from Messrs. HARDY & Co. As the best proof of the value of an article is the readiness of others to imitate it, see that you get CAMBRIDGE'S ORANGE QUININE TONIC WINE. WANTED, a smart LAD for kitchen work, and make himself generally useful. Apply at once, ASHBURTON HOTEL. NOTICE. One of Walter A. Wood's TWINE BINDERS will be WORKING on MONDAY afternoon at Mr. Chamberlain's farm, within one mile of Chertsey railway station. PRESBYTERIAN CHURCH. Services will be conducted on Sunday by C. E. Button, Esq., Barrister, late of Hokitika. TOWN EDITION. [Issued at 5 p.m.] The Ashburton Guardian. FRIDAY, JANUARY 14, 1881. The Guardian.—We have to apologise for the late hour at which many of our readers will receive their papers to-night. Owing to an accident to the engine, our machine had to be turned by manual labour to-day. The Inter-Colonial Conference.—There is a probability of New Zealand not being represented at the conference of delegates to be held at Sydney. Presbyterian Church.—Mr. C. E. Button, whose ministrations during the term the Hokitika congregation was without a pulpit were so acceptable, is to conduct services at morning and evening diets of worship in the Presbyterian Church on Sunday, and in the Wakanui School in the afternoon. A Bold Capture.—Last night a man named Fred Neill reported to the police that he had been robbed of a sum of money amounting to £15 10s. while at the Ashburton Hotel. Neill immediately started off to find the whereabouts of the suspected thief. The hotels and various boarding-houses in the town were duly visited, but no one answering to the description given could be found. However, at about 11.20 last evening Constable Neill was standing on the footpath between Mr. Williamson's store and the shop formerly occupied by Mr. Harper. There was some loud conversation going on in the latter dwelling, which is now in the occupation of a person named Wadsworth, and seeing a man come out of the front door and go in the direction of the police station, the constable's suspicions were aroused, and were confirmed when, immediately afterwards, another man came out and made off in the back entrance, giving at once three several whistles, which were evidently signals to someone outside. Constable Neill entered the house, and, on making inquiries, he found in one of the rooms the very man he was in search of. There was another man, and also two women, in the room, and the latter, on seeing the policeman, charged the suspected individual with having robbed her of £3, and with having torn the dress of her back while effecting the robbery. — [131, 41, 279, 1366]
bylaws-heading: BREACHES OF THE BY-LAWS. — [619, 169, 730, 178]
divider — [134, 654, 275, 655]
australian-heading: AUSTRALIAN. — [317, 808, 398, 820]
costly-passenger: A Costly Passenger.—The captain of the Northumberland has been called upon to enter into a bond of £100 under the Imbecile Passenger Act of 1873. — [285, 90, 430, 121]
mutiny-note: The crew of the ship Cashmere, from Melbourne, mutinied in Victoria Harbour. The ringleaders are awaiting trial. — [440, 189, 593, 212]
carstens-name: O. Carstens & Co. — [149, 368, 260, 383]
divider — [134, 190, 275, 191]
by-telegraph: [By Telegraph.] — [332, 1143, 383, 1152]
preliminary-heading: Preliminary. — [335, 829, 380, 838]
postmaster: W. St. G. Douglas, Postmaster. — [21, 740, 116, 748]
paying-tour: A Paying Tour.—Mr. Proctor's last lecturing tour in Australia is said to have yielded a clear profit of £25,000. — [285, 41, 430, 64]
commercial-heading: COMMERCIAL. — [13, 195, 137, 212]
leichhardt-text: Mr. Skinbang, photographer, telegraphs that he has in his possession the telescope which was presented by the Government on behalf of the colonists to Leichhardt, the explorer. — [285, 920, 430, 959]
auctioneers-text: Messrs. H. Matson and Co. report on the five stock market, &c., for the week ending Thursday, January 13th, 1881, as follows:— For yesterday's weekly sale at Ashburton there was a short supply of mutton, but a large entry of stores brought from the country. — [13, 270, 124, 331]
port-heading: PORT OF LYTTELTON. — [18, 63, 119, 72]
squadron-text: The detached squadron is under orders to proceed to the Cape. It is understood that this movement is due to the Boer rebellion in the Transvaal. — [440, 505, 593, 536]
clothing-text: Which can be purchased at their Retail Branches, all over New Zealand. A SINGLE GARMENT AT THE WHOLESALE PRICE. — [134, 114, 275, 138]
cross-examination: Cross-examined by Mr. Ireland—Corbett said if I was to be served by him I would have to sign a paper. — [603, 484, 746, 508]
excursion-train: In coming into a station a very long goods train, the carriages of which had been coupled with the engine, the carriages of the train were ten, which, being composed of three different trains, made up an excursion train, the last carriage of which was uncoupled. — [909, 364, 1052, 417]
robbery-note: A Bold Capture.—Last night a man named Fred Neill reported to the police that he had been robbed of a sum of money amounting to £15 10s. while at the Ashburton Hotel. — [134, 878, 275, 909]
editorial-note: The Guardian.—We have to apologise for the late hour at which many of our readers will receive their papers to-night. Owing to an accident to the engine, our machine had to be turned by manual labour to-day. — [134, 751, 275, 789]
pateman-case: Thomas Pateman also contributed 5s. to the Clerk of the Court for a similar offence. — [603, 268, 746, 284]
cambridge-races: Cambridge (Auckland) Races.—These Races were continued yesterday, and were the best ever witnessed in the Waikato. — [285, 284, 430, 307]
meetings-heading: MEETINGS, AMUSEMENTS, &c. — [13, 857, 124, 866]
australian-agency: (Per Reuter's Agency.) — [320, 820, 395, 829]
divider — [285, 725, 430, 726]
sydney-text: The first sitting of the adjourned Intercolonial Conference was held here yesterday. Representatives of all the colonies, except New Zealand, were present. — [285, 847, 430, 878]
retail-text: Butter, inferior to best, 8d to 9d. Eggs, per dozen. Cheese, prime quality. Bacon, prime smoked, per lb. Hams, in cloth, per lb. Flour, in bags. Oatmeal, per lb. Lard, per lb. — [13, 221, 124, 260]
columns — [10, 41, 1202, 1366]
boers-heading: Those Boers. — [492, 676, 541, 685]
leichhardt-heading: Leichhardt's Telescope. — [314, 911, 401, 920]
canard-text: Information has been received that the report published yesterday, that a plot had been discovered among the natives of Kolapore to assassinate the European residents, is entirely without foundation. — [285, 763, 430, 802]
lake-mangham: C. Lake v. A. Mangham.—Dr. Foster for plaintiff, Mr. Purnell for defendant. Claim £48 for the hire of two horses, and board for defendant. Plaintiff said he let defendant two horses in March last, which he had kept for two weeks, then leaving them on defendant's hands, and not paying for the hire as agreed, at 30s. per week. — [756, 464, 899, 526]
squadron-heading: A Squadron for the Cape. — [470, 495, 563, 504]
